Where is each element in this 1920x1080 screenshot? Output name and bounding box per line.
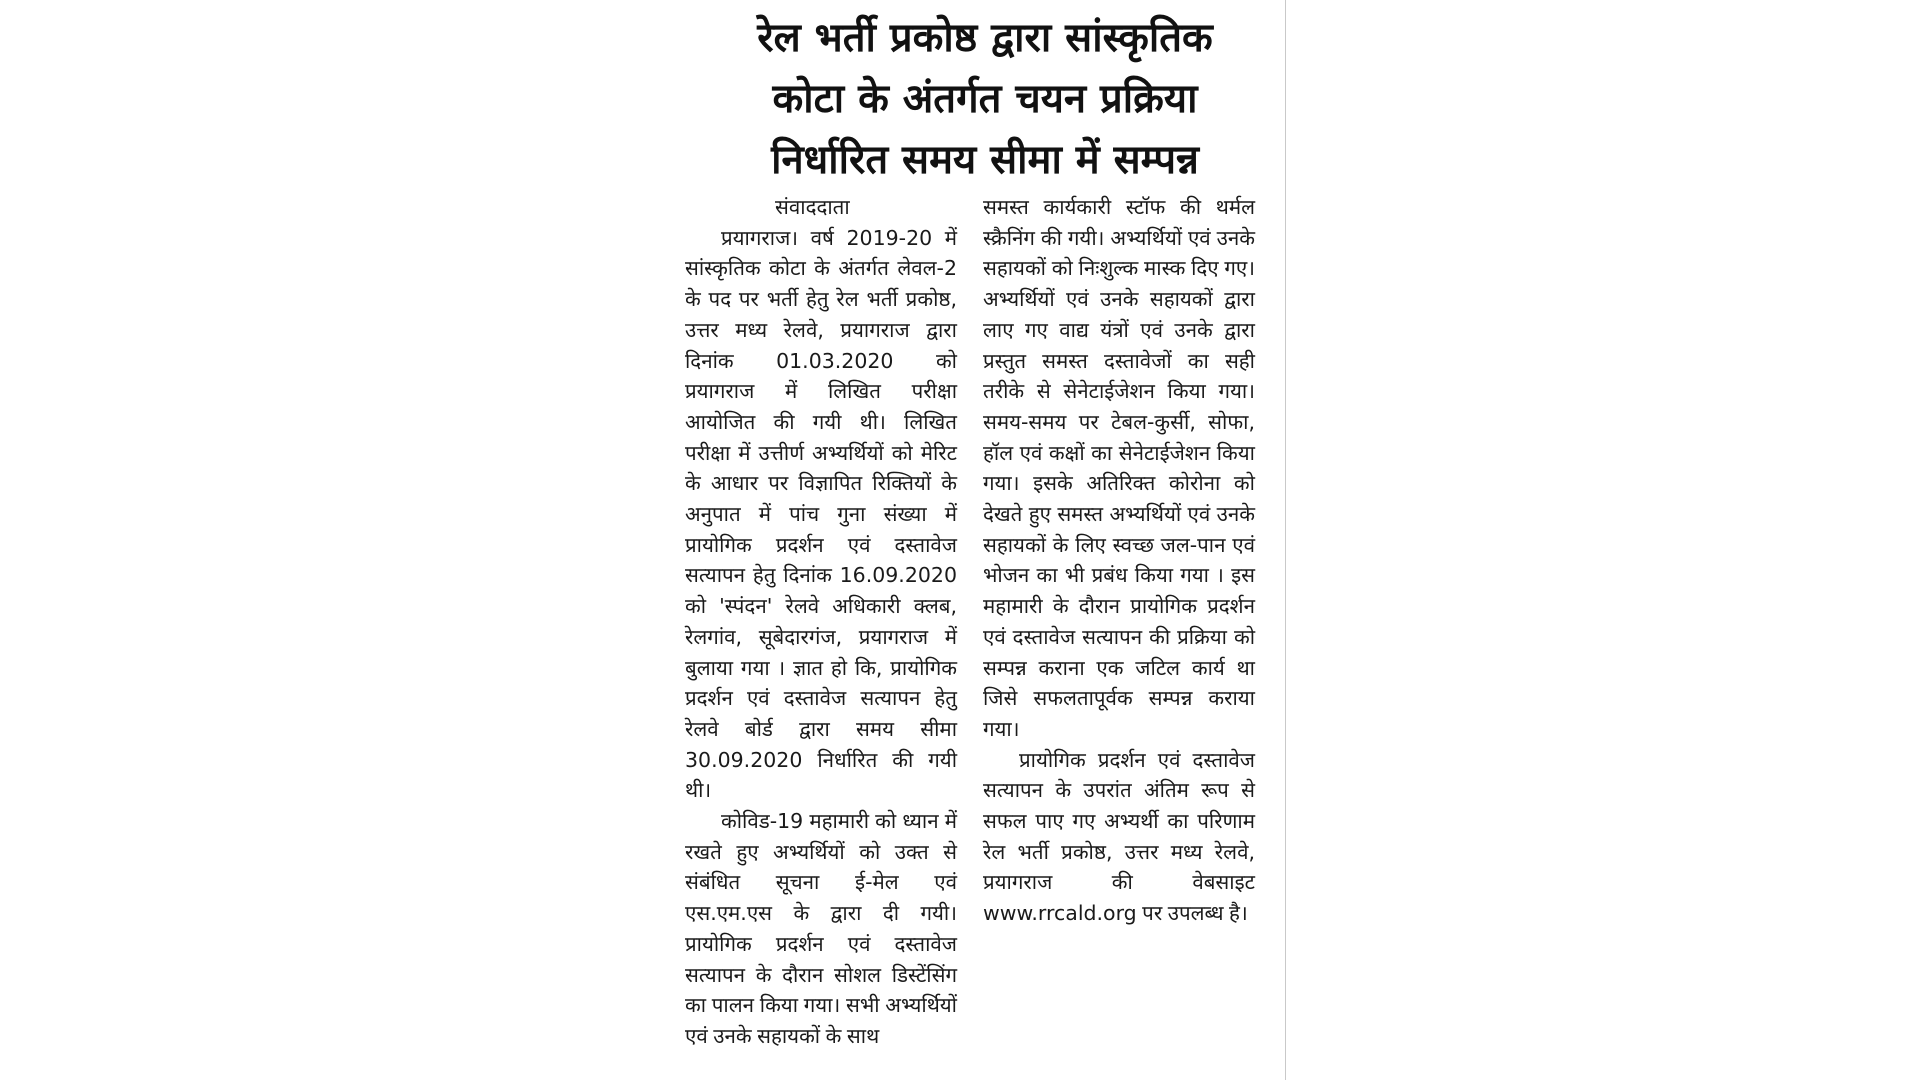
article-column-right [983,192,1255,929]
article-paragraph-1: प्रयागराज। वर्ष 2019-20 में सांस्कृतिक कोटा के अंतर्गत लेवल-2 के पद पर भर्ती हेतु रेल भर्ती प्रकोष्ठ, उत्तर मध्य रेलवे, प्रयागराज द्वारा दिनांक 01.03.2020 को प्रयागराज में लिखित परीक्षा आयोजित की गयी थी। लिखित परीक्षा में उत्तीर्ण अभ्यर्थियों को मेरिट के आधार पर विज्ञापित रिक्तियों के अनुपात में पांच गुना संख्या में प्रायोगिक प्रदर्शन एवं दस्तावेज सत्यापन हेतु दिनांक 16.09.2020 को 'स्पंदन' रेलवे अधिकारी क्लब, रेलगांव, सूबेदारगंज, प्रयागराज में बुलाया गया । ज्ञात हो कि, प्रायोगिक प्रदर्शन एवं दस्तावेज सत्यापन हेतु रेलवे बोर्ड द्वारा समय सीमा 30.09.2020 निर्धारित की गयी थी। [685,225,957,803]
headline-line-1: रेल भर्ती प्रकोष्ठ द्वारा सांस्कृतिक [757,15,1213,61]
article-paragraph-3: प्रायोगिक प्रदर्शन एवं दस्तावेज सत्यापन के उपरांत अंतिम रूप से सफल पाए गए अभ्यर्थी का परिणाम रेल भर्ती प्रकोष्ठ, उत्तर मध्य रेलवे, प्रयागराज की वेबसाइट www.rrcald.org पर उपलब्ध है। [983,747,1255,926]
headline-line-3: निर्धारित समय सीमा में सम्पन्न [771,137,1199,183]
article-paragraph-2-start: कोविड-19 महामारी को ध्यान में रखते हुए अभ्यर्थियों को उक्त से संबंधित सूचना ई-मेल एवं एस.एम.एस के द्वारा दी गयी। प्रायोगिक प्रदर्शन एवं दस्तावेज सत्यापन के दौरान सोशल डिस्टेंसिंग का पालन किया गया। सभी अभ्यर्थियों एवं उनके सहायकों के साथ [685,809,957,1048]
byline: संवाददाता [775,195,850,219]
news-clipping [685,0,1285,1080]
article-paragraph-2-continued: समस्त कार्यकारी स्टॉफ की थर्मल स्क्रैनिंग की गयी। अभ्यर्थियों एवं उनके सहायकों को निःशुल्क मास्क दिए गए। अभ्यर्थियों एवं उनके सहायकों द्वारा लाए गए वाद्य यंत्रों एवं उनके द्वारा प्रस्तुत समस्त दस्तावेजों का सही तरीके से सेनेटाईजेशन किया गया। समय-समय पर टेबल-कुर्सी, सोफा, हॉल एवं कक्षों का सेनेटाईजेशन किया गया। इसके अतिरिक्त कोरोना को देखते हुए समस्त अभ्यर्थियों एवं उनके सहायकों के लिए स्वच्छ जल-पान एवं भोजन का भी प्रबंध किया गया । इस महामारी के दौरान प्रायोगिक प्रदर्शन एवं दस्तावेज सत्यापन की प्रक्रिया को सम्पन्न कराना एक जटिल कार्य था जिसे सफलतापूर्वक सम्पन्न कराया गया। [983,195,1255,741]
article-headline [685,8,1285,191]
headline-line-2: कोटा के अंतर्गत चयन प्रक्रिया [772,76,1198,122]
article-column-left [685,192,957,1052]
column-divider [1285,0,1286,1080]
